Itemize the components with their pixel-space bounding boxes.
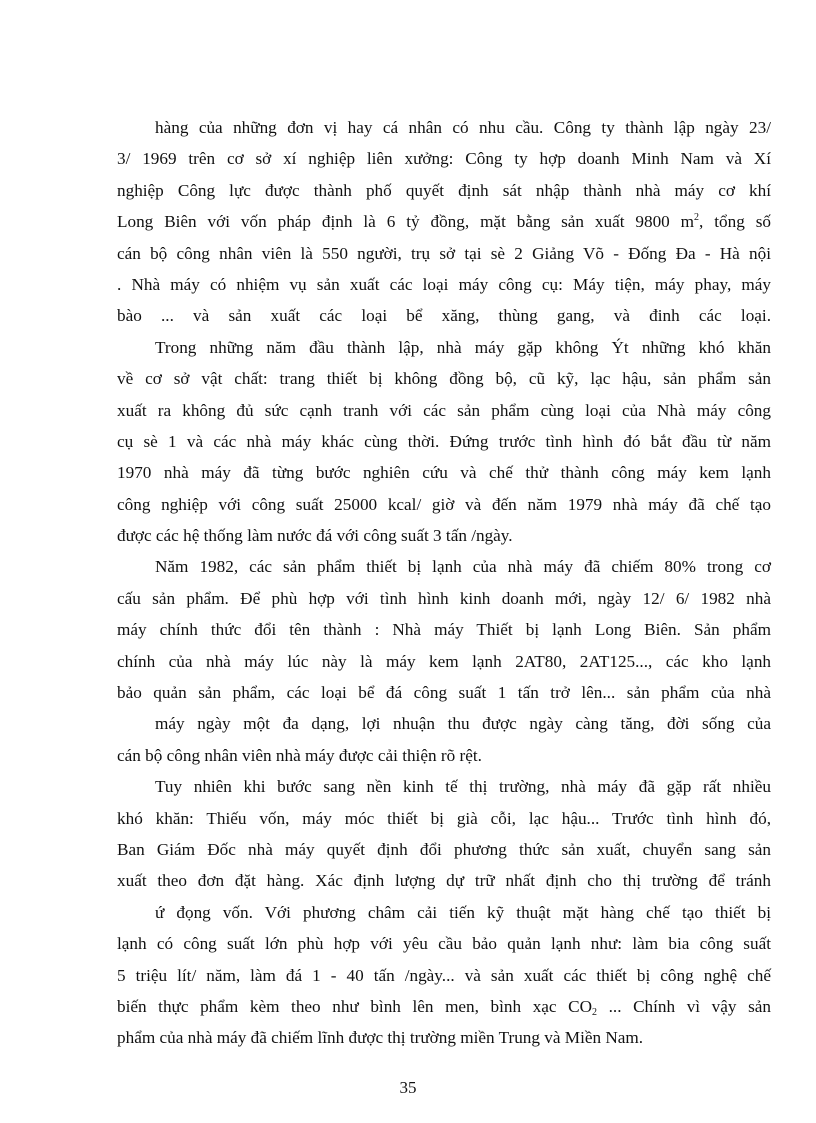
text-line: xuất ra không đủ sức cạnh tranh với các sản phẩm cùng loại của Nhà máy công [117, 400, 771, 420]
text-line: bào ... và sản xuất các loại bể xăng, thùng gang, và đinh các loại. [117, 306, 771, 326]
text-line: xuất theo đơn đặt hàng. Xác định lượng dự trữ nhất định cho thị trường để tránh [117, 871, 771, 891]
text-line: máy ngày một đa dạng, lợi nhuận thu được ngày càng tăng, đời sống của [155, 714, 771, 734]
page-number: 35 [399, 1078, 417, 1097]
text-line: cán bộ công nhân viên là 550 người, trụ sở tại sè 2 Giảng Võ - Đống Đa - Hà nội [117, 243, 771, 263]
text-line: lạnh có công suất lớn phù hợp với yêu cầu bảo quản lạnh như: làm bia công suất [117, 934, 771, 954]
text-line: ứ đọng vốn. Với phương châm cải tiến kỹ thuật mặt hàng chế tạo thiết bị [155, 902, 771, 922]
subscript: 2 [592, 1006, 598, 1018]
text-line: . Nhà máy có nhiệm vụ sản xuất các loại máy công cụ: Máy tiện, máy phay, máy [117, 274, 771, 294]
text-line: Trong những năm đầu thành lập, nhà máy gặp không Ýt những khó khăn [155, 337, 771, 357]
text-line: cấu sản phẩm. Để phù hợp với tình hình kinh doanh mới, ngày 12/ 6/ 1982 nhà [117, 588, 771, 608]
text-line: chính của nhà máy lúc này là máy kem lạnh 2AT80, 2AT125..., các kho lạnh [117, 651, 771, 671]
text-line: Năm 1982, các sản phẩm thiết bị lạnh của nhà máy đã chiếm 80% trong cơ [155, 557, 771, 577]
line-text: , tổng số [699, 212, 771, 232]
paragraph-2 [117, 332, 771, 552]
text-line: 5 triệu lít/ năm, làm đá 1 - 40 tấn /ngày... và sản xuất các thiết bị công nghệ chế [117, 965, 771, 985]
text-line: nghiệp Công lực được thành phố quyết định sát nhập thành nhà máy cơ khí [117, 180, 771, 200]
line-text: biến thực phẩm kèm theo như bình lên men, bình xạc CO [117, 996, 593, 1016]
text-line: công nghiệp với công suất 25000 kcal/ giờ và đến năm 1979 nhà máy đã chế tạo [117, 494, 771, 514]
text-line: khó khăn: Thiếu vốn, máy móc thiết bị già cỗi, lạc hậu... Trước tình hình đó, [117, 808, 771, 828]
text-line: 3/ 1969 trên cơ sở xí nghiệp liên xưởng: Công ty hợp doanh Minh Nam và Xí [117, 149, 771, 169]
line-text: ... Chính vì vậy sản [597, 996, 771, 1016]
text-line: cụ sè 1 và các nhà máy khác cùng thời. Đứng trước tình hình đó bắt đầu từ năm [117, 431, 771, 451]
text-line: được các hệ thống làm nước đá với công suất 3 tấn /ngày. [117, 526, 513, 546]
paragraph-4 [117, 771, 771, 1054]
text-line: Tuy nhiên khi bước sang nền kinh tế thị trường, nhà máy đã gặp rất nhiều [155, 777, 771, 797]
text-line [117, 991, 771, 1022]
text-line [117, 206, 771, 237]
text-line: về cơ sở vật chất: trang thiết bị không đồng bộ, cũ kỹ, lạc hậu, sản phẩm sản [117, 369, 771, 389]
text-line: máy chính thức đổi tên thành : Nhà máy Thiết bị lạnh Long Biên. Sản phẩm [117, 620, 771, 640]
text-line: hàng của những đơn vị hay cá nhân có nhu cầu. Công ty thành lập ngày 23/ [155, 118, 771, 137]
text-line: Ban Giám Đốc nhà máy quyết định đổi phương thức sản xuất, chuyển sang sản [117, 839, 771, 859]
paragraph-1 [117, 112, 771, 332]
superscript: 2 [694, 212, 700, 224]
paragraph-3 [117, 551, 771, 771]
text-line: bảo quản sản phẩm, các loại bể đá công suất 1 tấn trở lên... sản phẩm của nhà [117, 683, 771, 703]
text-line: 1970 nhà máy đã từng bước nghiên cứu và chế thử thành công máy kem lạnh [117, 463, 771, 483]
line-text: Long Biên với vốn pháp định là 6 tỷ đồng, mặt bằng sản xuất 9800 m [117, 212, 695, 232]
text-line: cán bộ công nhân viên nhà máy được cải thiện rõ rệt. [117, 745, 482, 765]
body-text [117, 112, 771, 1054]
text-line: phẩm của nhà máy đã chiếm lĩnh được thị trường miền Trung và Miền Nam. [117, 1028, 644, 1048]
